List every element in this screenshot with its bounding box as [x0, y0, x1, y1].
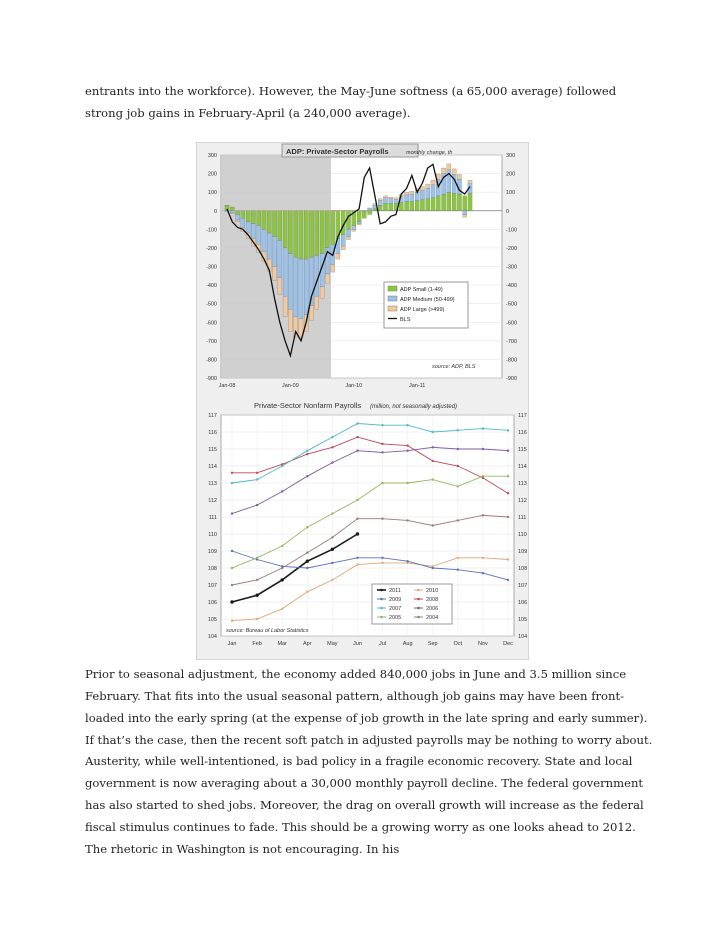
data-point-2010 [457, 557, 459, 559]
adp-ytick-right: -800 [506, 357, 518, 364]
legend-marker-2004 [417, 616, 420, 619]
adp-large-bar [383, 196, 387, 198]
data-point-2010 [331, 579, 333, 581]
legend-label-2006: 2006 [426, 606, 439, 612]
adp-medium-bar [294, 257, 298, 316]
payrolls-ytick-left: 106 [207, 600, 217, 606]
adp-large-bar [426, 184, 430, 188]
payrolls-ytick-right: 110 [518, 532, 527, 538]
data-point-2006 [256, 504, 258, 506]
adp-ytick-left: 100 [207, 190, 217, 197]
data-point-2008 [381, 443, 383, 445]
adp-small-bar [230, 207, 234, 211]
data-point-2009 [306, 567, 308, 569]
adp-large-bar [309, 306, 313, 321]
data-point-2005 [256, 557, 258, 559]
legend-marker-2008 [417, 598, 420, 601]
adp-medium-bar [236, 214, 240, 220]
adp-large-bar [368, 208, 372, 209]
adp-large-bar [278, 278, 282, 295]
adp-ytick-left: 200 [207, 171, 217, 178]
adp-small-bar [463, 196, 467, 211]
data-point-2011 [356, 532, 359, 535]
adp-large-bar [288, 309, 292, 331]
data-point-2008 [306, 453, 308, 455]
data-point-2004 [356, 518, 358, 520]
adp-small-bar [373, 209, 377, 211]
data-point-2005 [482, 475, 484, 477]
adp-ytick-left: -600 [205, 320, 217, 327]
adp-medium-bar [426, 188, 430, 198]
payrolls-xtick-label: Oct [453, 641, 463, 647]
payrolls-xtick-label: Mar [277, 641, 287, 647]
data-point-2006 [406, 450, 408, 452]
data-point-2007 [306, 450, 308, 452]
data-point-2008 [256, 472, 258, 474]
data-point-2008 [507, 492, 509, 494]
adp-medium-bar [378, 201, 382, 206]
adp-large-bar [346, 237, 350, 240]
adp-medium-bar [262, 229, 266, 251]
data-point-2007 [381, 424, 383, 426]
paragraph-austerity: Austerity, while well-intentioned, is bad policy in a fragile economic recovery. State and local government is now averaging about a 30,000 monthly payroll decline. The federal government has also started to shed jobs. Moreover, the drag on overall growth will increase as the federal fiscal stimulus continues to fade. This should be a growing worry as one looks ahead to 2012. The rhetoric in Washington is not encouraging. In his [85, 754, 644, 856]
payrolls-xtick-label: Jun [353, 641, 362, 647]
payrolls-ytick-left: 110 [208, 532, 217, 538]
adp-medium-bar [251, 224, 255, 239]
adp-ytick-left: -200 [205, 245, 217, 252]
payrolls-ytick-left: 114 [208, 464, 217, 470]
payrolls-ytick-right: 113 [518, 481, 527, 487]
data-point-2006 [331, 461, 333, 463]
data-point-2011 [281, 578, 284, 581]
adp-small-bar [236, 211, 240, 215]
data-point-2005 [231, 567, 233, 569]
data-point-2010 [482, 557, 484, 559]
data-point-2005 [457, 485, 459, 487]
adp-medium-bar [246, 222, 250, 233]
adp-medium-bar [389, 199, 393, 204]
adp-small-bar [468, 193, 472, 211]
adp-small-bar [368, 211, 372, 215]
payrolls-ytick-left: 108 [207, 566, 217, 572]
data-point-2007 [281, 465, 283, 467]
data-point-2007 [356, 422, 358, 424]
payrolls-ytick-left: 111 [208, 515, 217, 521]
data-point-2007 [256, 478, 258, 480]
legend-marker-2006 [417, 607, 420, 610]
adp-small-bar [320, 211, 324, 254]
legend-label-2011: 2011 [389, 588, 401, 594]
adp-small-bar [315, 211, 319, 256]
data-point-2007 [406, 424, 408, 426]
payrolls-xtick-label: Feb [252, 641, 262, 647]
adp-small-bar [399, 202, 403, 210]
adp-subtitle: monthly change, th [406, 150, 453, 156]
adp-xtick-label: Jan-11 [408, 383, 426, 389]
adp-medium-bar [257, 226, 261, 245]
adp-small-bar [309, 211, 313, 257]
legend-marker-2009 [380, 598, 383, 601]
data-point-2009 [432, 567, 434, 569]
adp-small-bar [241, 211, 245, 218]
data-point-2006 [507, 450, 509, 452]
data-point-2006 [306, 475, 308, 477]
adp-ytick-right: 200 [506, 171, 516, 178]
payrolls-xtick-label: Jan [227, 641, 237, 647]
adp-ytick-left: -500 [205, 301, 217, 308]
data-point-2010 [306, 591, 308, 593]
adp-small-bar [288, 211, 292, 254]
adp-large-bar [331, 265, 335, 272]
data-point-2008 [432, 460, 434, 462]
adp-small-bar [283, 211, 287, 248]
adp-small-bar [415, 201, 419, 211]
adp-large-bar [341, 246, 345, 250]
payrolls-ytick-right: 114 [518, 464, 527, 470]
data-point-2008 [406, 444, 408, 446]
adp-medium-bar [267, 233, 271, 259]
adp-ytick-right: -900 [506, 376, 518, 382]
data-point-2007 [482, 427, 484, 429]
data-point-2007 [457, 429, 459, 431]
adp-large-bar [447, 164, 451, 170]
legend-swatch-medium [388, 296, 397, 301]
data-point-2011 [230, 600, 233, 603]
adp-large-bar [320, 287, 324, 298]
payrolls-xtick-label: Jul [379, 641, 387, 647]
data-point-2010 [356, 563, 358, 565]
adp-large-bar [468, 180, 472, 184]
adp-small-bar [357, 211, 361, 222]
adp-title: ADP: Private-Sector Payrolls [286, 147, 389, 156]
adp-medium-bar [463, 211, 467, 215]
payrolls-ytick-left: 104 [207, 634, 217, 640]
adp-medium-bar [368, 209, 372, 211]
data-point-2010 [281, 608, 283, 610]
adp-ytick-left: -300 [205, 264, 217, 271]
adp-ytick-left: 0 [213, 208, 217, 215]
payrolls-ytick-left: 113 [208, 481, 217, 487]
adp-small-bar [378, 205, 382, 211]
adp-ytick-left: -700 [205, 338, 217, 345]
adp-large-bar [378, 199, 382, 201]
data-point-2005 [356, 499, 358, 501]
adp-ytick-right: -400 [506, 283, 518, 290]
adp-xtick-label: Jan-10 [345, 383, 363, 389]
adp-large-bar [336, 253, 340, 259]
adp-ytick-left: -400 [205, 283, 217, 290]
adp-small-bar [325, 211, 329, 248]
payrolls-ytick-right: 109 [518, 549, 528, 555]
legend-label-2007: 2007 [389, 606, 402, 612]
data-point-2005 [331, 512, 333, 514]
adp-large-bar [452, 169, 456, 175]
data-point-2004 [406, 519, 408, 521]
data-point-2008 [331, 446, 333, 448]
adp-small-bar [251, 211, 255, 224]
adp-large-bar [352, 229, 356, 231]
adp-large-bar [405, 192, 409, 195]
data-point-2006 [281, 490, 283, 492]
data-point-2010 [231, 620, 233, 622]
adp-large-bar [463, 214, 467, 217]
adp-legend [384, 282, 468, 328]
payrolls-ytick-right: 115 [518, 447, 527, 453]
adp-small-bar [431, 198, 435, 211]
payrolls-xtick-label: Dec [503, 641, 513, 647]
adp-small-bar [436, 196, 440, 211]
data-point-2009 [406, 560, 408, 562]
adp-ytick-right: -300 [506, 264, 518, 271]
data-point-2006 [432, 446, 434, 448]
adp-large-bar [325, 274, 329, 283]
adp-medium-bar [288, 253, 292, 309]
adp-chart [206, 144, 517, 389]
data-point-2005 [306, 526, 308, 528]
adp-large-bar [315, 296, 319, 309]
data-point-2005 [507, 475, 509, 477]
payrolls-ytick-right: 107 [518, 583, 528, 589]
adp-small-bar [447, 192, 451, 211]
payrolls-subtitle: (million, not seasonally adjusted) [370, 404, 458, 410]
adp-small-bar [420, 200, 424, 211]
adp-medium-bar [283, 248, 287, 296]
payrolls-ytick-left: 107 [207, 583, 217, 589]
adp-large-bar [431, 180, 435, 185]
payrolls-title: Private-Sector Nonfarm Payrolls [254, 401, 362, 410]
legend-marker-2005 [380, 616, 383, 619]
data-point-2004 [306, 552, 308, 554]
adp-small-bar [278, 211, 282, 241]
adp-medium-bar [299, 259, 303, 318]
adp-small-bar [331, 211, 335, 244]
adp-medium-bar [410, 194, 414, 201]
adp-small-bar [426, 199, 430, 211]
payrolls-ytick-right: 108 [518, 566, 528, 572]
adp-small-bar [383, 203, 387, 210]
adp-xtick-label: Jan-08 [218, 383, 236, 389]
adp-large-bar [410, 191, 414, 194]
legend-label-large: ADP Large (>499) [400, 307, 445, 313]
data-point-2004 [231, 584, 233, 586]
adp-ytick-left: -800 [205, 357, 217, 364]
adp-large-bar [230, 213, 234, 214]
legend-label-2009: 2009 [389, 597, 402, 603]
adp-small-bar [294, 211, 298, 257]
data-point-2006 [231, 512, 233, 514]
adp-large-bar [389, 197, 393, 198]
data-point-2007 [507, 429, 509, 431]
adp-small-bar [452, 193, 456, 211]
payrolls-plot-area [221, 415, 514, 636]
legend-label-2004: 2004 [426, 615, 439, 621]
adp-ytick-right: 300 [506, 153, 516, 159]
adp-small-bar [457, 194, 461, 211]
adp-small-bar [299, 211, 303, 259]
legend-label-medium: ADP Medium (50-499) [400, 297, 455, 303]
adp-large-bar [236, 220, 240, 222]
adp-medium-bar [341, 235, 345, 246]
payrolls-ytick-right: 105 [518, 617, 528, 623]
adp-ytick-right: -600 [506, 320, 518, 327]
adp-small-bar [389, 203, 393, 210]
data-point-2007 [331, 436, 333, 438]
data-point-2004 [457, 519, 459, 521]
payrolls-ytick-left: 109 [207, 549, 217, 555]
adp-large-bar [283, 296, 287, 316]
adp-ytick-right: 100 [506, 190, 516, 197]
data-point-2005 [432, 478, 434, 480]
adp-large-bar [357, 224, 361, 225]
adp-medium-bar [278, 240, 282, 277]
legend-marker-2010 [417, 589, 420, 592]
adp-ytick-right: -500 [506, 301, 518, 308]
adp-ytick-left: -900 [205, 376, 217, 382]
adp-large-bar [420, 187, 424, 191]
adp-large-bar [457, 175, 461, 180]
adp-small-bar [405, 201, 409, 210]
payrolls-xtick-label: May [327, 641, 338, 647]
payrolls-ytick-right: 116 [518, 430, 527, 436]
data-point-2009 [356, 557, 358, 559]
payrolls-ytick-left: 112 [208, 498, 217, 504]
data-point-2008 [457, 465, 459, 467]
payrolls-xtick-label: Nov [478, 641, 488, 647]
data-point-2011 [331, 548, 334, 551]
legend-swatch-small [388, 286, 397, 291]
adp-small-bar [304, 211, 308, 259]
adp-small-bar [410, 201, 414, 210]
data-point-2007 [432, 431, 434, 433]
data-point-2010 [507, 558, 509, 560]
adp-medium-bar [346, 229, 350, 236]
payrolls-ytick-right: 117 [518, 413, 527, 419]
data-point-2010 [256, 618, 258, 620]
data-point-2010 [381, 562, 383, 564]
data-point-2009 [231, 550, 233, 552]
data-point-2006 [356, 450, 358, 452]
adp-small-bar [246, 211, 250, 222]
legend-label-2005: 2005 [389, 615, 402, 621]
paragraph-intro: entrants into the workforce). However, the May-June softness (a 65,000 average) followed strong job gains in February-April (a 240,000 average). [85, 84, 617, 120]
payrolls-ytick-left: 117 [208, 413, 217, 419]
data-point-2004 [281, 567, 283, 569]
data-point-2006 [482, 448, 484, 450]
payrolls-ytick-left: 105 [207, 617, 217, 623]
payrolls-ytick-left: 116 [208, 430, 217, 436]
payrolls-ytick-left: 115 [208, 447, 217, 453]
adp-small-bar [267, 211, 271, 233]
data-point-2004 [507, 516, 509, 518]
adp-medium-bar [357, 222, 361, 224]
payrolls-ytick-right: 111 [518, 515, 527, 521]
adp-ytick-right: -200 [506, 245, 518, 252]
data-point-2004 [482, 514, 484, 516]
payrolls-ytick-right: 106 [518, 600, 528, 606]
adp-large-bar [272, 267, 276, 281]
data-point-2006 [381, 451, 383, 453]
adp-source: source: ADP, BLS [432, 364, 476, 370]
data-point-2004 [331, 536, 333, 538]
paragraph-seasonal: Prior to seasonal adjustment, the economy added 840,000 jobs in June and 3.5 million since February. That fits into the usual seasonal pattern, although job gains may have been front-loaded into the early spring (at the expense of job growth in the late spring and early summer). If that’s the case, then the recent soft patch in adjusted payrolls may be nothing to worry about. [85, 667, 653, 747]
data-point-2009 [331, 562, 333, 564]
adp-medium-bar [352, 226, 356, 230]
data-point-2007 [231, 482, 233, 484]
adp-medium-bar [405, 195, 409, 202]
legend-swatch-large [388, 306, 397, 311]
legend-label-2008: 2008 [426, 597, 439, 603]
data-point-2009 [457, 569, 459, 571]
payrolls-xtick-label: Apr [302, 641, 312, 647]
payrolls-source: source: Bureau of Labor Statistics [226, 628, 309, 634]
legend-label-small: ADP Small (1-49) [400, 287, 443, 293]
data-point-2004 [381, 518, 383, 520]
adp-small-bar [257, 211, 261, 226]
payrolls-ytick-right: 104 [518, 634, 528, 640]
adp-medium-bar [230, 211, 234, 213]
payrolls-xtick-label: Aug [402, 641, 413, 647]
adp-small-bar [362, 211, 366, 218]
adp-medium-bar [383, 198, 387, 204]
legend-marker-2007 [380, 607, 383, 610]
adp-medium-bar [431, 185, 435, 198]
data-point-2008 [356, 436, 358, 438]
adp-large-bar [394, 198, 398, 200]
data-point-2005 [381, 482, 383, 484]
adp-medium-bar [394, 200, 398, 204]
data-point-2005 [281, 545, 283, 547]
legend-label-bls: BLS [400, 317, 411, 323]
adp-medium-bar [241, 218, 245, 227]
adp-ytick-left: 300 [207, 153, 217, 159]
data-point-2004 [256, 579, 258, 581]
payrolls-chart [208, 401, 527, 647]
payrolls-ytick-right: 112 [518, 498, 527, 504]
legend-label-2010: 2010 [426, 588, 439, 594]
legend-marker-2011 [380, 589, 383, 592]
adp-large-bar [442, 168, 446, 174]
adp-ytick-right: 0 [506, 208, 510, 215]
data-point-2011 [255, 594, 258, 597]
data-point-2005 [406, 482, 408, 484]
adp-medium-bar [272, 237, 276, 267]
data-point-2006 [457, 448, 459, 450]
data-point-2008 [231, 472, 233, 474]
adp-medium-bar [420, 190, 424, 199]
adp-small-bar [262, 211, 266, 230]
data-point-2009 [482, 572, 484, 574]
adp-small-bar [442, 194, 446, 211]
adp-medium-bar [304, 259, 308, 315]
adp-ytick-right: -100 [506, 227, 518, 234]
adp-xtick-label: Jan-09 [281, 383, 299, 389]
adp-ytick-left: -100 [205, 227, 217, 234]
data-point-2009 [381, 557, 383, 559]
data-point-2004 [432, 524, 434, 526]
data-point-2009 [507, 579, 509, 581]
chart-figure [196, 142, 529, 660]
payrolls-xtick-label: Sep [427, 641, 438, 647]
adp-ytick-right: -700 [506, 338, 518, 345]
data-point-2011 [306, 560, 309, 563]
adp-small-bar [272, 211, 276, 237]
